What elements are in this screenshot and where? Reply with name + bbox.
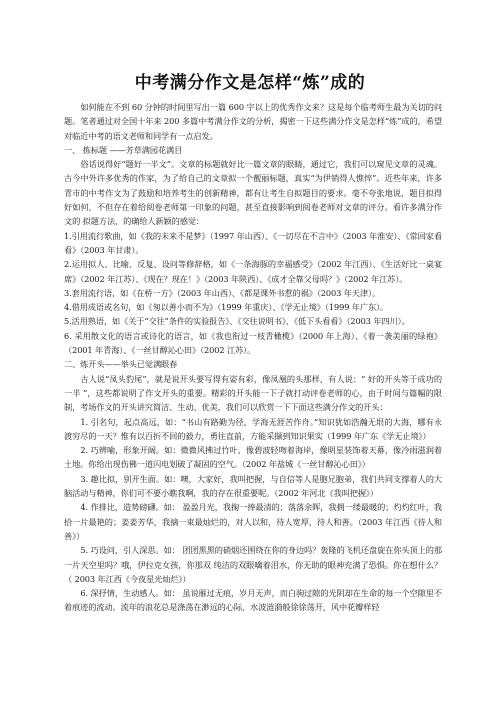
document-title: 中考满分作文是怎样“炼”成的 — [134, 73, 366, 93]
section-2-list — [64, 415, 442, 615]
list-item: 3. 趣比拟，别开生面。如：噢，大家好，我叫把握，与自信等人是胞兄胞弟，我们共同支撑着人的大脑活动与精神，你们可不要小瞧我啊，我的存在很重要呢。（2002 年河北《我叫把握》） — [64, 473, 442, 499]
section-1-heading: 一、 拣标题 ——芳草满园花满目 — [64, 144, 183, 155]
section-2-paragraph: 古人说“凤头豹尾”，就是说开头要写得有姿有彩，像凤凰的头那样，有人说：“ 好的开头等于成功的一半 ”，这些都说明了作文开头的重要。精彩的开头能一下子就打动评卷老师的心，由于时间与篇幅的限制，考场作文的开头讲究简洁、生动、优美，我们可以欣赏一下下面这些满分作文的开头： — [64, 373, 442, 413]
intro-paragraph: 如何能在不到 60 分钟的时间里写出一篇 600 字以上的优秀作文来？这是每个临考师生最为关切的问题。笔者通过对全国十年来 200 多篇中考满分作文的分析，揭密一下这些满分作文是怎样“炼”成的，希望对临近中考的语文老师和同学有一点启发。 — [64, 102, 442, 141]
list-item: 5. 巧设问，引人深思。如： 团团黑黑的硝烟还围绕在你的身边吗？轰隆的飞机还盘旋在你头顶上的那一片天空里吗？哦，伊拉克女孩，你那双 纯洁的双眼噙着泪水，你无助的眼神充满了恐惧。你在想什么？（ 2003 年江西《今夜星光灿烂》） — [64, 545, 442, 584]
section-2-heading: 二、炼开头——举头已觉满眼春 — [64, 359, 178, 370]
list-item: 2. 巧辨喻，形象开阔。如：微微风拂过竹叶，像碧波轻吻着海岸，像明星装饰着天幕，像冷雨滋润着土地。你给出现伤佛一道闪电划破了凝固的空气。（2002 年盐城《一丝甘醇沁心田》） — [64, 445, 442, 470]
list-item: 4. 作排比，造势磅礴。如： 盈盈月光，我掬一捧最清的；落落余晖，我拥一缕最暖的；灼灼红叶，我拾一片最艳的；姜姜芳华，我摘一束最灿烂的，对人以和，待人宽厚，待人和善。（2003 年江西《待人和善》） — [64, 502, 442, 541]
section-1-list — [64, 229, 442, 358]
list-item: 3.套用流行语，如《在桥一方》（2003 年山西）、《都是课外书惹的祸》（2003 年天津）。 — [64, 287, 381, 298]
list-item: 1.引用流行歌曲，如《我的未来不是梦》（1997 年山西）、《一切尽在不言中》（2003 年淮安）、《常回家看看》（2003 年甘肃）。 — [64, 230, 442, 255]
list-item: 5.活用熟语，如《关于“交往”条件的实验报告》、《交往说明书》、《低下头看看》（2003 年四川）。 — [64, 316, 410, 327]
list-item: 6. 深抒情，生动感人。如： 虽说雁过无痕，岁月无声，而白驹过隙的光阴却在生命的每一个空隙里不着痕迹的流动。流年的浪花总是涤荡在渺远的心际，水波涟漪般徐徐荡开，风中花瓣样轻 — [64, 588, 442, 613]
document-body — [64, 100, 442, 615]
section-1-paragraph: 俗话说得好“题好一半文”。文章的标题就好比一篇文章的眼睛，通过它，我们可以窥见文章的灵魂。古今中外许多优秀的作家，为了给自己的文章拟一个靓丽标题，真实“为伊销得人憔悴”。近些年来，许多青市的中考作文为了鼓励和培养考生的创新精神，都有让考生自拟题目的要求。毫不夸张地说，题目拟得好如何，不但存在着给阅卷老师第一印象的问题，甚至直接影响到阅卷老师对文章的评分。看许多满分作文的 拟题方法，的确给人新颖的感觉： — [64, 159, 442, 227]
list-item: 2.运用拟人、比喻、反复、设问等修辞格，如《一条海豚的幸福感受》（2002 年江西）、《生活好比一桌宴席》（2002 年江苏）、《现在？现在！》（2003 年陕西）、《成才全靠父母吗？》（2002 年江苏）。 — [64, 259, 442, 284]
list-item: 6. 采用散文化的语言或诗化的语言，如《我也衔过一枝青橄榄》（2000 年上海）、《着一袭美丽的绿袍》（2001 年青海）、《一丝甘醇沁心田》（2002 江苏）。 — [64, 330, 442, 356]
list-item: 1. 引名句，起点高远，如：“书山有路勤为径，学海无涯苦作舟。”知识犹如浩瀚无垠的大海，哪有永渡穷尽的一天？惟有以百折不回的毅力，勇往直前，方能采撷到知识果实（1999 年广东《学无止境》） — [64, 416, 442, 441]
list-item: 4.借用成语或名句，如《匆以善小而不为》（1999 年重庆）、《学无止境》（1999 年广东）。 — [64, 302, 389, 313]
